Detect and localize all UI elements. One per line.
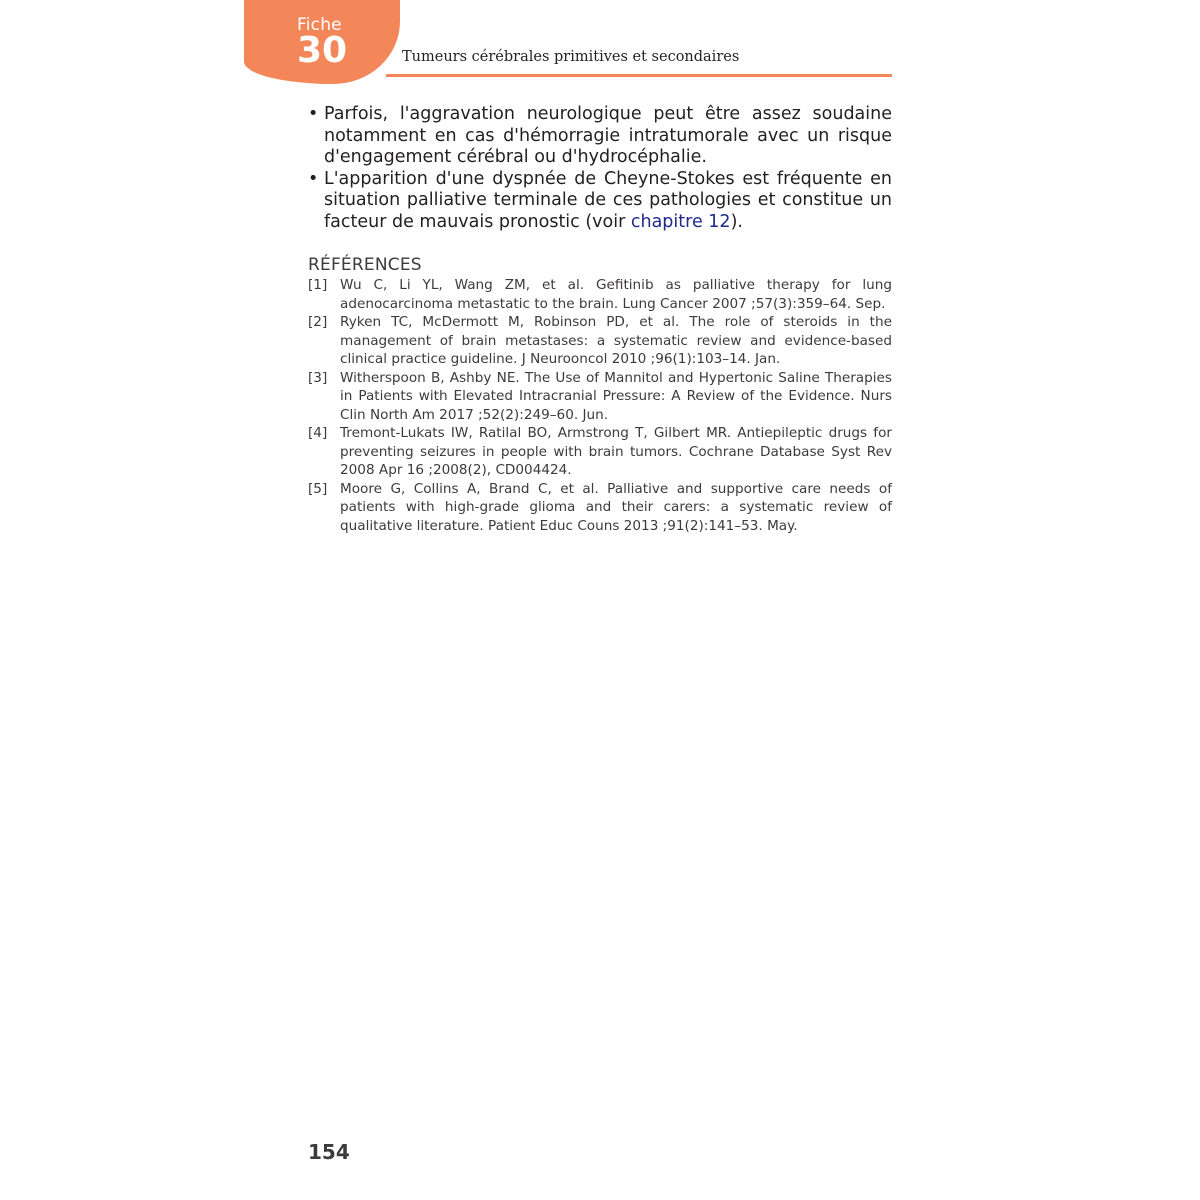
reference-item [308, 369, 892, 425]
page-number: 154 [308, 1140, 350, 1164]
reference-text: Moore G, Collins A, Brand C, et al. Palliative and supportive care needs of patients with high-grade glioma and their carers: a systematic review of qualitative literature. Patient Educ Couns 2013 ;91(2):141–53. May. [340, 480, 892, 534]
reference-text: Ryken TC, McDermott M, Robinson PD, et al. The role of steroids in the management of brain metastases: a systematic review and evidence-based clinical practice guideline. J Neurooncol 2010 ;96(1):103–14. Jan. [340, 314, 892, 367]
bullet-item [308, 104, 892, 169]
bullet-text: L'apparition d'une dyspnée de Cheyne-Stokes est fréquente en situation palliative terminale de ces pathologies et constitue un facteur de mauvais pronostic (voir [324, 168, 892, 232]
references-heading: RÉFÉRENCES [308, 255, 422, 275]
bullet-text: Parfois, l'aggravation neurologique peut être assez soudaine notamment en cas d'hémorragie intratumorale avec un risque d'engagement cérébral ou d'hydrocéphalie. [324, 104, 892, 167]
reference-item [308, 424, 892, 480]
bullet-dot: • [308, 104, 319, 124]
reference-item [308, 480, 892, 536]
reference-item [308, 313, 892, 369]
reference-text: Wu C, Li YL, Wang ZM, et al. Gefitinib as palliative therapy for lung adenocarcinoma metastatic to the brain. Lung Cancer 2007 ;57(3):359–64. Sep. [340, 277, 892, 312]
chapter-link[interactable]: chapitre 12 [630, 211, 731, 232]
bullet-text-end: ). [730, 211, 743, 232]
reference-text: Tremont-Lukats IW, Ratilal BO, Armstrong T, Gilbert MR. Antiepileptic drugs for preventing seizures in people with brain tumors. Cochrane Database Syst Rev 2008 Apr 16 ;2008(2), CD004424. [340, 425, 892, 478]
reference-item [308, 276, 892, 313]
fiche-number: 30 [297, 30, 348, 71]
references-list [308, 276, 892, 535]
bullet-list [308, 104, 892, 233]
reference-number: [4] [308, 425, 328, 441]
bullet-dot: • [308, 168, 319, 189]
running-header-title: Tumeurs cérébrales primitives et secondaires [402, 49, 740, 65]
reference-number: [3] [308, 369, 328, 386]
reference-number: [5] [308, 480, 328, 497]
bullet-item [308, 169, 892, 234]
header-rule [386, 74, 892, 77]
reference-text: Witherspoon B, Ashby NE. The Use of Mannitol and Hypertonic Saline Therapies in Patients with Elevated Intracranial Pressure: A Review of the Evidence. Nurs Clin North Am 2017 ;52(2):249–60. Jun. [340, 369, 892, 423]
reference-number: [1] [308, 277, 328, 293]
fiche-label: Fiche [297, 15, 342, 35]
reference-number: [2] [308, 314, 328, 330]
